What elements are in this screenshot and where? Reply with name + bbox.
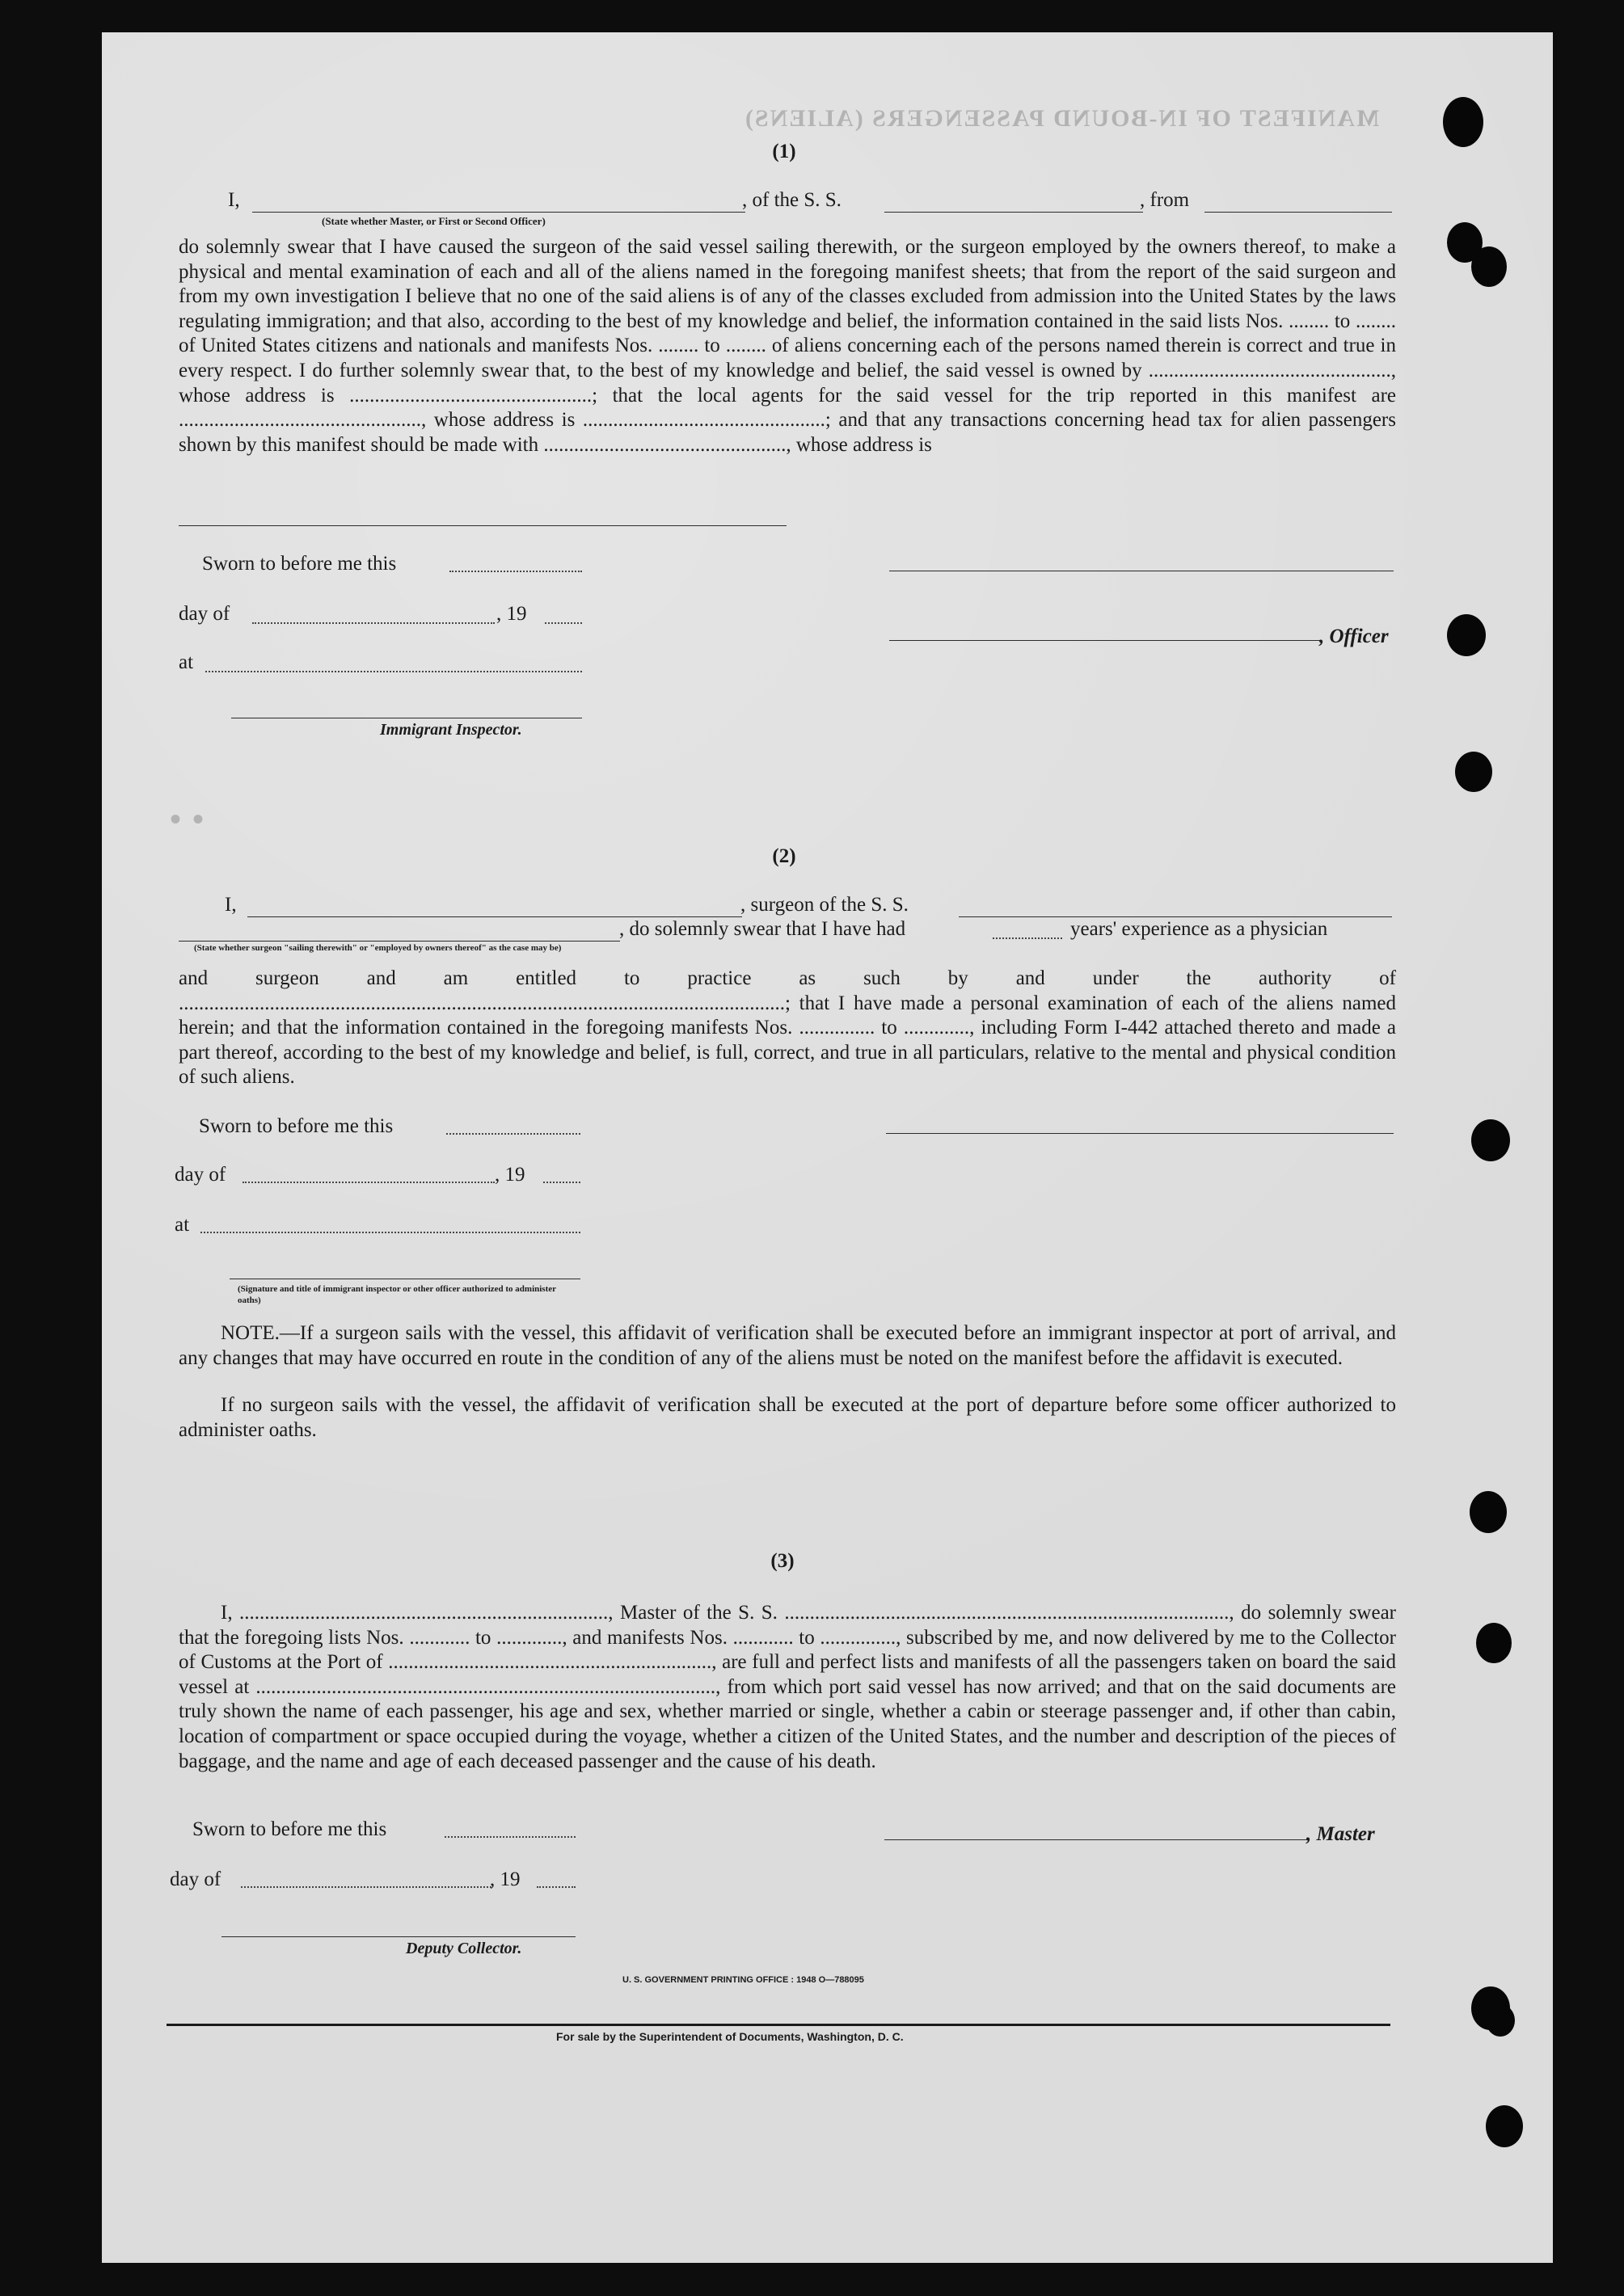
punch-hole: [1471, 1119, 1510, 1161]
punch-hole: [1476, 1623, 1512, 1663]
s2-sworn-line: [446, 1133, 580, 1135]
punch-hole: [1471, 246, 1507, 287]
footer-rule: [167, 2024, 1390, 2026]
s3-body: I, ........................................................................., Master of the S. S. ........................................................................................, do solemnly swear that the foregoing lists Nos. ............ to ............., and manifests Nos. ............ to ..............., subscribed by me, and now delivered by me to the Collector of Customs at the Port of ................................................................, are full and perfect lists and manifests of all the passengers taken on board the said vessel at ..........................................................................................., from which port said vessel has now arrived; and that on the said documents are truly shown the name of each passenger, his age and sex, whether married or single, whether a cabin or steerage passenger and, if other than cabin, location of compartment or space occupied during the voyage, whether a citizen of the United States, and the number and description of the pieces of baggage, and the name and age of each deceased passenger and the cause of his death.: [179, 1602, 1396, 1772]
s2-swear-label: , do solemnly swear that I have had: [619, 918, 906, 940]
s2-year-line: [543, 1182, 580, 1183]
s2-sworn-label: Sworn to before me this: [199, 1115, 394, 1137]
s1-body: do solemnly swear that I have caused the surgeon of the said vessel sailing therewith, or the surgeon employed by the owners thereof, to make a physical and mental examination of each and all of the aliens named in the foregoing manifest sheets; that from the report of the said surgeon and from my own investigation I believe that no one of the said aliens is of any of the classes excluded from admission into the United States by the laws regulating immigration; and that also, according to the best of my knowledge and belief, the information contained in the said lists Nos. ........ to ........ of United States citizens and nationals and manifests Nos. ........ to ........ of aliens concerning each of the persons named therein is correct and true in every respect. I do further solemnly swear that, to the best of my knowledge and belief, the said vessel is owned by ................................................, whose address is ................................................; that the local agents for the said vessel for the trip reported in this manifest are ................................................, whose address is ................................................; and that any transactions concerning head tax for alien passengers shown by this manifest should be made with ................................................, whose address is: [179, 236, 1396, 456]
s2-19-label: , 19: [495, 1164, 525, 1186]
s1-from-label: , from: [1140, 189, 1190, 211]
s1-officer-label: , Officer: [1319, 626, 1389, 647]
s3-master-label: , Master: [1306, 1823, 1375, 1845]
s1-19-label: , 19: [496, 603, 527, 625]
s2-at-label: at: [175, 1214, 190, 1236]
s3-collector-label: Deputy Collector.: [406, 1940, 522, 1957]
section-1-heading: (1): [772, 141, 796, 162]
punch-hole: [1447, 614, 1486, 656]
s2-years-label: years' experience as a physician: [1070, 918, 1328, 940]
s1-sworn-label: Sworn to before me this: [202, 553, 397, 575]
s3-master-signature-line: [884, 1839, 1308, 1840]
s1-at-line: [205, 671, 582, 672]
bleed-through-stamp: • •: [170, 801, 206, 837]
s1-officer-line: [889, 640, 1321, 641]
s2-body: and surgeon and am entitled to practice as such by and under the authority of ........................................................................................................................; that I have made a personal examination of each of the aliens named herein; and that the information contained in the foregoing manifests Nos. ............... to ............., including Form I-442 attached thereto and made a part thereof, according to the best of my knowledge and belief, is full, correct, and true in all particulars, relative to the mental and physical condition of such aliens.: [179, 967, 1396, 1089]
section-2-heading: (2): [772, 845, 796, 867]
s2-i-label: I,: [225, 894, 237, 916]
s1-from-line: [1204, 212, 1392, 213]
punch-hole: [1486, 2105, 1523, 2147]
s2-surgeon-signature-line: [886, 1133, 1394, 1134]
bleed-through-header: MANIFEST OF IN-BOUND PASSENGERS (ALIENS): [744, 105, 1380, 132]
s2-at-line: [200, 1232, 580, 1233]
for-sale-note: For sale by the Superintendent of Documents, Washington, D. C.: [556, 2030, 904, 2043]
s1-sworn-line: [449, 571, 582, 572]
s2-day-of-label: day of: [175, 1164, 226, 1186]
s1-day-line: [252, 622, 495, 624]
section-3-heading: (3): [770, 1550, 795, 1572]
punch-hole: [1470, 1491, 1507, 1533]
s2-note: NOTE.—If a surgeon sails with the vessel, this affidavit of verification shall be executed before an immigrant inspector at port of arrival, and any changes that may have occurred en route in the condition of any of the aliens must be noted on the manifest before the affidavit is executed.: [179, 1322, 1396, 1369]
s2-status-line: [179, 941, 620, 942]
s1-ship-label: , of the S. S.: [742, 189, 842, 211]
s2-ship-name-line: [959, 916, 1392, 917]
s2-surgeon-label: , surgeon of the S. S.: [740, 894, 909, 916]
s3-day-line: [241, 1886, 491, 1888]
s2-surgeon-name-line: [247, 916, 742, 917]
punch-hole: [1486, 2004, 1515, 2037]
s2-day-line: [243, 1182, 495, 1183]
s3-year-line: [537, 1886, 576, 1888]
punch-hole: [1443, 97, 1483, 147]
s1-day-of-label: day of: [179, 603, 230, 625]
s1-i-label: I,: [228, 189, 240, 211]
s1-at-label: at: [179, 651, 194, 673]
s1-officer-name-line: [252, 212, 745, 213]
s3-19-label: , 19: [490, 1868, 521, 1890]
s2-sig-caption: (Signature and title of immigrant inspector or other officer authorized to administer oaths): [238, 1284, 556, 1305]
s1-caption: (State whether Master, or First or Second Officer): [322, 215, 546, 227]
s2-years-line: [993, 937, 1062, 939]
s3-day-of-label: day of: [170, 1868, 221, 1890]
printing-office-note: U. S. GOVERNMENT PRINTING OFFICE : 1948 O—788095: [622, 1975, 864, 1985]
punch-hole: [1455, 752, 1492, 792]
s1-year-line: [545, 622, 582, 624]
s3-sworn-label: Sworn to before me this: [192, 1818, 387, 1840]
s1-ship-name-line: [884, 212, 1143, 213]
s2-note-2: If no surgeon sails with the vessel, the affidavit of verification shall be executed at the port of departure before some officer authorized to administer oaths.: [179, 1394, 1396, 1441]
s3-sworn-line: [445, 1836, 576, 1838]
s2-caption: (State whether surgeon "sailing therewith" or "employed by owners thereof" as the case may be): [194, 943, 562, 953]
s3-collector-signature-line: [221, 1936, 576, 1937]
s1-address-line: [179, 525, 787, 526]
s1-inspector-label: Immigrant Inspector.: [380, 721, 522, 739]
